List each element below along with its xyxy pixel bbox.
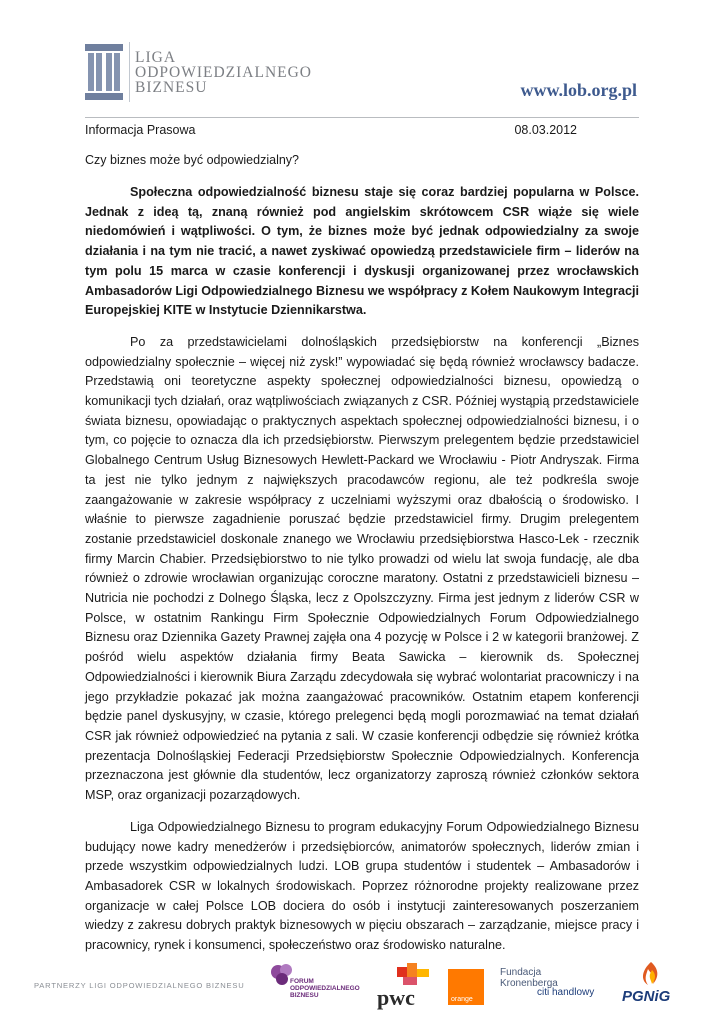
forum-logo [268, 960, 363, 1010]
body-paragraph: Po za przedstawicielami dolnośląskich przedsiębiorstw na konferencji „Biznes odpowiedzialny społecznie – więcej niż zysk!” wypowiadać się będą również wrocławscy badacze. Przedstawią oni teoretyczne aspekty społecznej odpowiedzialności biznesu, opowiedzą o komunikacji tych działań, oraz wątpliwościach związanych z CSR. Później wystąpią przedstawiciele świata biznesu, opowiadając o praktycznych aspektach społecznej odpowiedzialności biznesu, i o tym, co pojęcie to oznacza dla ich przedsiębiorstw. Pierwszym prelegentem będzie przedstawiciel Globalnego Centrum Usług Biznesowych Hewlett-Packard we Wrocławiu - Piotr Andryszak. Firma ta jest nie tylko jednym z największych pracodawców regionu, ale też podkreśla swoje zaangażowanie w zakresie współpracy z uczelniami wyższymi oraz dbałością o środowisko. I właśnie to pierwsze zagadnienie poruszać będzie przedstawiciel firmy. Drugim prelegentem zostanie przedstawiciel doskonale znanego we Wrocławiu przedsiębiorstwa Hasco-Lek - rzecznik firmy Marcin Chabier. Przedsiębiorstwo to nie tylko prowadzi od wielu lat swoja fundację, ale dba również o zdrowie wrocławian organizując coroczne maratony. Ostatni z przedstawicieli biznesu – Nutricia nie pochodzi z Dolnego Śląska, lecz z Opolszczyzny. Firma jest jednym z liderów CSR w Polsce, w ostatnim Rankingu Firm Społecznie Odpowiedzialnych Forum Odpowiedzialnego Biznesu oraz Dziennika Gazety Prawnej zajęła ona 4 pozycję w Polsce i 2 w kategorii branżowej. Z pośród wielu aspektów działania firmy Beata Sawicka – kierownik ds. Społecznej Odpowiedzialności i kierownik Biura Zarządu zdecydowała się wybrać wolontariat pracowniczy i na jego przykładzie pokazać jak można zaangażować pracowników. Ostatnim etapem konferencji będzie panel dyskusyjny, w czasie, którego prelegenci będą mogli porozmawiać na temat działań CSR jak również odpowiedzieć na pytania z sali. W czasie konferencji odbędzie się również krótka prezentacja Dolnośląskiej Federacji Przedsiębiorstw Społecznie Odpowiedzialnych. Konferencja przeznaczona jest głównie dla studentów, lecz organizatorzy zaproszą również członków sektora MSP, oraz organizacji pozarządowych. [85, 334, 639, 803]
pwc-wordmark: pwc [377, 985, 415, 1010]
body-paragraph: Liga Odpowiedzialnego Biznesu to program edukacyjny Forum Odpowiedzialnego Biznesu budujący nowe kadry menedżerów i przedsiębiorców, animatorów społecznych, liderów zmian i przede wszystkim odpowiedzialnych ludzi. LOB grupa studentów i studentek – Ambasadorów i Ambasadorek CSR w lokalnych środowiskach. Poprzez różnorodne projekty realizowane przez organizacje w całej Polsce LOB dociera do osób i instytucji zainteresowanych poszerzaniem wiedzy z zakresu dobrych praktyk biznesowych w pięciu obszarach – zarządzanie, miejsce pracy i pracownicy, rynek i konsumenci, społeczeństwo oraz środowisko naturalne. [85, 819, 639, 953]
pgnig-wordmark: PGNiG [622, 988, 671, 1005]
lead-paragraph: Społeczna odpowiedzialność biznesu staje się coraz bardziej popularna w Polsce. Jednak z ideą tą, znaną również pod angielskim skrótowcem CSR wiąże się wiele niedomówień i wątpliwości. O tym, że biznes może być jednak odpowiedzialny za swoje działania i na tym nie tracić, a nawet zyskiwać opowiedzą przedstawiciele firm – liderów na tym polu 15 marca w czasie konferencji i dyskusji organizowanej przez wrocławskich Ambasadorów Ligi Odpowiedzialnego Biznesu we współpracy z Kołem Naukowym Integracji Europejskiej KITE w Instytucie Dziennikarstwa. [85, 185, 639, 318]
partners-label: PARTNERZY LIGI ODPOWIEDZIALNEGO BIZNESU [34, 981, 245, 990]
logo-line: LIGA [135, 49, 177, 66]
pwc-logo [375, 963, 435, 1013]
website-link[interactable]: www.lob.org.pl [520, 80, 637, 100]
header-divider [85, 117, 639, 118]
logo-wordmark [135, 50, 335, 95]
column-pillars-icon [85, 44, 123, 102]
document-date: 08.03.2012 [514, 123, 577, 137]
logo-line: BIZNESU [135, 79, 208, 96]
forum-line: FORUM [290, 978, 314, 985]
kronenberg-citi-logo [500, 967, 600, 1007]
forum-line: BIZNESU [290, 992, 319, 999]
document-body [85, 183, 639, 968]
orange-logo [448, 969, 484, 1005]
document-meta [85, 123, 577, 137]
document-title: Czy biznes może być odpowiedzialny? [85, 153, 299, 167]
flame-icon [636, 960, 666, 988]
orange-wordmark: orange [451, 996, 473, 1003]
logo-divider [129, 42, 130, 102]
pgnig-logo [622, 960, 682, 1010]
logo-line: ODPOWIEDZIALNEGO [135, 64, 312, 81]
kronenberg-wordmark: Fundacja Kronenberga [500, 967, 558, 989]
document-type-label: Informacja Prasowa [85, 123, 196, 137]
partners-footer [0, 955, 725, 1024]
forum-wordmark [290, 978, 360, 999]
forum-line: ODPOWIEDZIALNEGO [290, 985, 360, 992]
citi-handlowy-wordmark: citi handlowy [537, 987, 595, 998]
